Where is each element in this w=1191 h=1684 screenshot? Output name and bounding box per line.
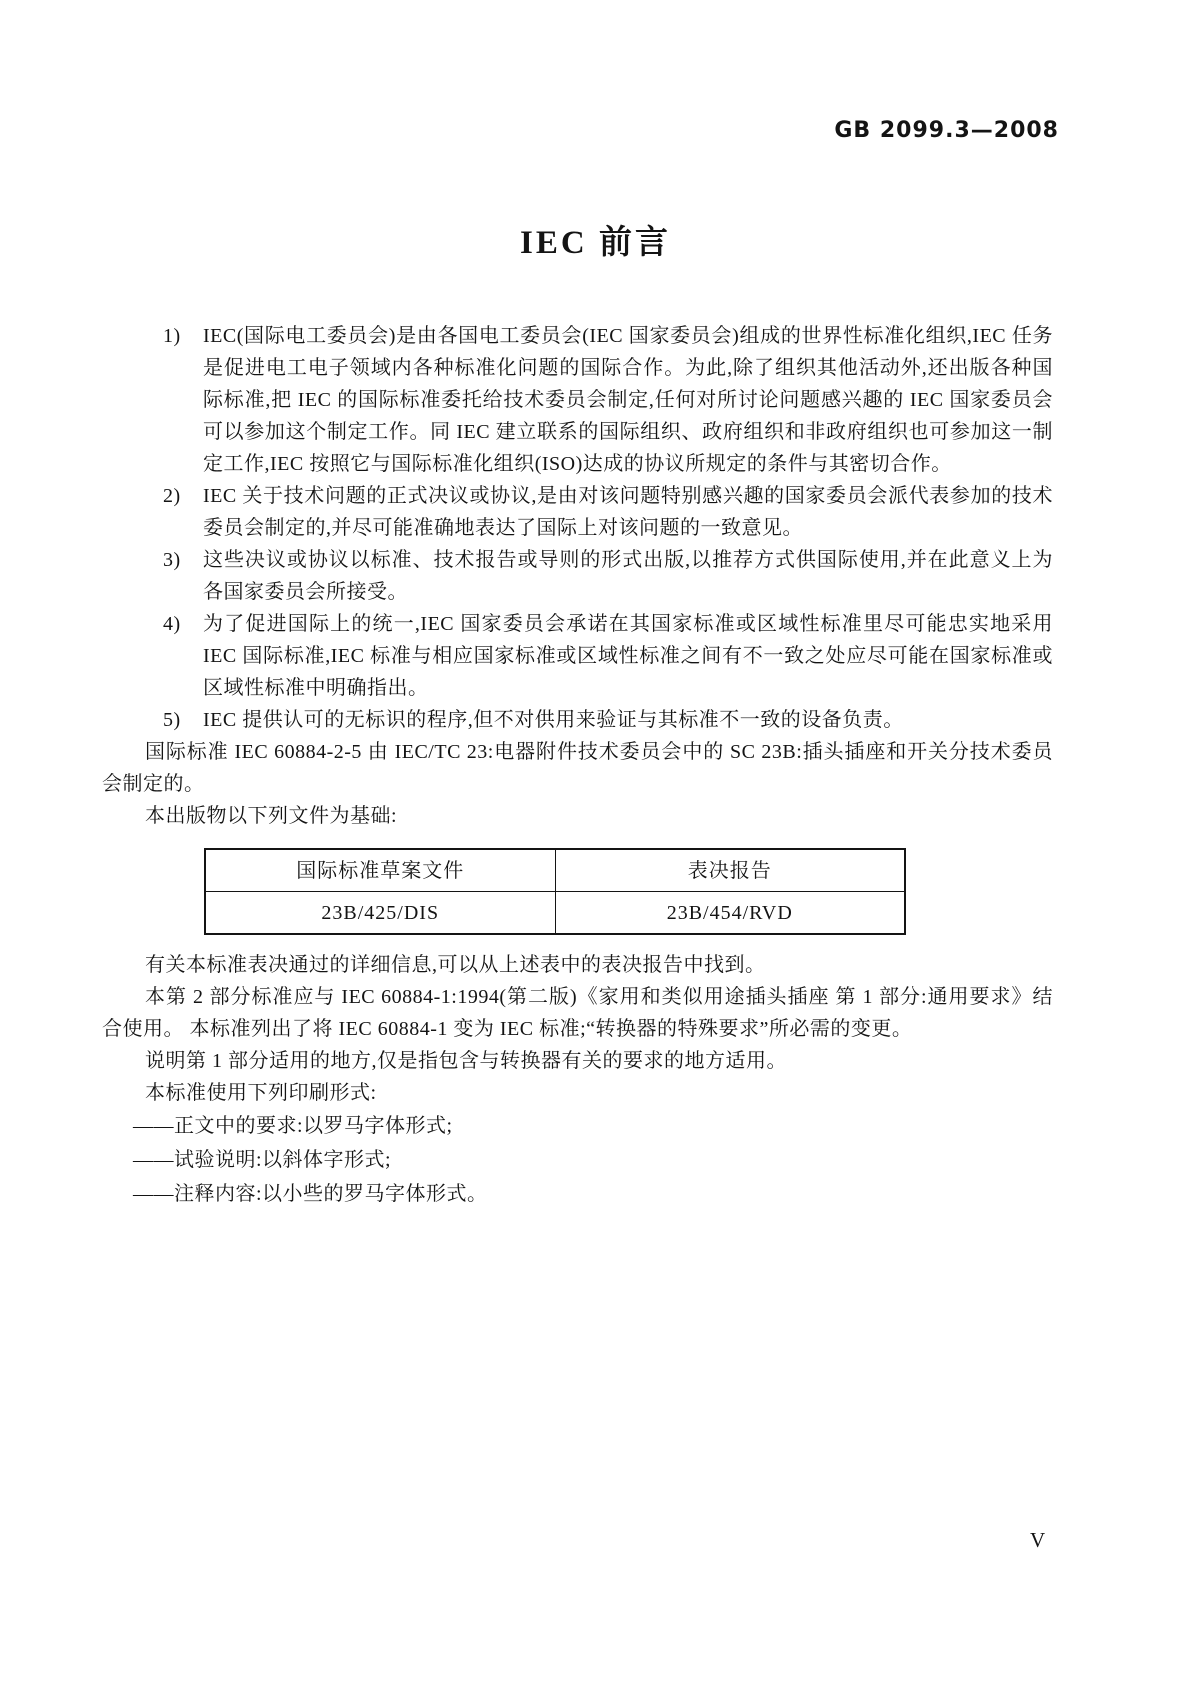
foreword-item-number: 2): [163, 485, 181, 507]
basis-intro-paragraph: 本出版物以下列文件为基础:: [145, 805, 398, 827]
foreword-item-text: IEC(国际电工委员会)是由各国电工委员会(IEC 国家委员会)组成的世界性标准化组织,IEC 任务是促进电工电子领域内各种标准化问题的国际合作。为此,除了组织其他活动外,还出版各种国际标准,把 IEC 的国际标准委托给技术委员会制定,任何对所讨论问题感兴趣的 IEC 国家委员会可以参加这个制定工作。同 IEC 建立联系的国际组织、政府组织和非政府组织也可参加这一制定工作,IEC 按照它与国际标准化组织(ISO)达成的协议所规定的条件与其密切合作。: [203, 325, 1053, 475]
table-row: [205, 892, 905, 935]
foreword-content: [102, 320, 1053, 1211]
foreword-item-number: 3): [163, 549, 181, 571]
print-form-annotations: ——注释内容:以小些的罗马字体形式。: [133, 1183, 488, 1205]
foreword-item-text: 为了促进国际上的统一,IEC 国家委员会承诺在其国家标准或区域性标准里尽可能忠实地采用 IEC 国际标准,IEC 标准与相应国家标准或区域性标准之间有不一致之处应尽可能在国家标准或区域性标准中明确指出。: [203, 613, 1053, 699]
foreword-item-5: [102, 704, 1053, 736]
voting-info-paragraph: 有关本标准表决通过的详细信息,可以从上述表中的表决报告中找到。: [145, 954, 766, 976]
table-header-voting-report: 表决报告: [555, 849, 905, 892]
print-form-requirements: ——正文中的要求:以罗马字体形式;: [133, 1115, 453, 1137]
standard-code: GB 2099.3—2008: [834, 118, 1059, 143]
table-cell-voting-report: 23B/454/RVD: [555, 892, 905, 935]
print-intro-paragraph: 本标准使用下列印刷形式:: [145, 1082, 377, 1104]
part2-usage-paragraph: 本第 2 部分标准应与 IEC 60884-1:1994(第二版)《家用和类似用途插头插座 第 1 部分:通用要求》结合使用。 本标准列出了将 IEC 60884-1 变为 IEC 标准;“转换器的特殊要求”所必需的变更。: [102, 986, 1053, 1040]
page-number: V: [1030, 1528, 1046, 1552]
table-header-draft-document: 国际标准草案文件: [205, 849, 555, 892]
foreword-item-text: IEC 关于技术问题的正式决议或协议,是由对该问题特别感兴趣的国家委员会派代表参加的技术委员会制定的,并尽可能准确地表达了国际上对该问题的一致意见。: [203, 485, 1053, 539]
foreword-item-text: IEC 提供认可的无标识的程序,但不对供用来验证与其标准不一致的设备负责。: [203, 709, 904, 731]
foreword-item-text: 这些决议或协议以标准、技术报告或导则的形式出版,以推荐方式供国际使用,并在此意义上为各国家委员会所接受。: [203, 549, 1053, 603]
part1-note-paragraph: 说明第 1 部分适用的地方,仅是指包含与转换器有关的要求的地方适用。: [145, 1050, 787, 1072]
foreword-item-number: 1): [163, 325, 181, 347]
foreword-item-number: 4): [163, 613, 181, 635]
committee-paragraph: 国际标准 IEC 60884-2-5 由 IEC/TC 23:电器附件技术委员会中的 SC 23B:插头插座和开关分技术委员会制定的。: [102, 741, 1053, 795]
foreword-item-1: [102, 320, 1053, 480]
foreword-item-2: [102, 480, 1053, 544]
foreword-item-3: [102, 544, 1053, 608]
page-title: IEC 前言: [520, 225, 671, 261]
table-cell-draft-document: 23B/425/DIS: [205, 892, 555, 935]
foreword-item-4: [102, 608, 1053, 704]
foreword-item-number: 5): [163, 709, 181, 731]
table-header-row: [205, 849, 905, 892]
basis-documents-table: [204, 848, 906, 935]
print-form-test-notes: ——试验说明:以斜体字形式;: [133, 1149, 392, 1171]
print-forms-list: [102, 1109, 1053, 1211]
